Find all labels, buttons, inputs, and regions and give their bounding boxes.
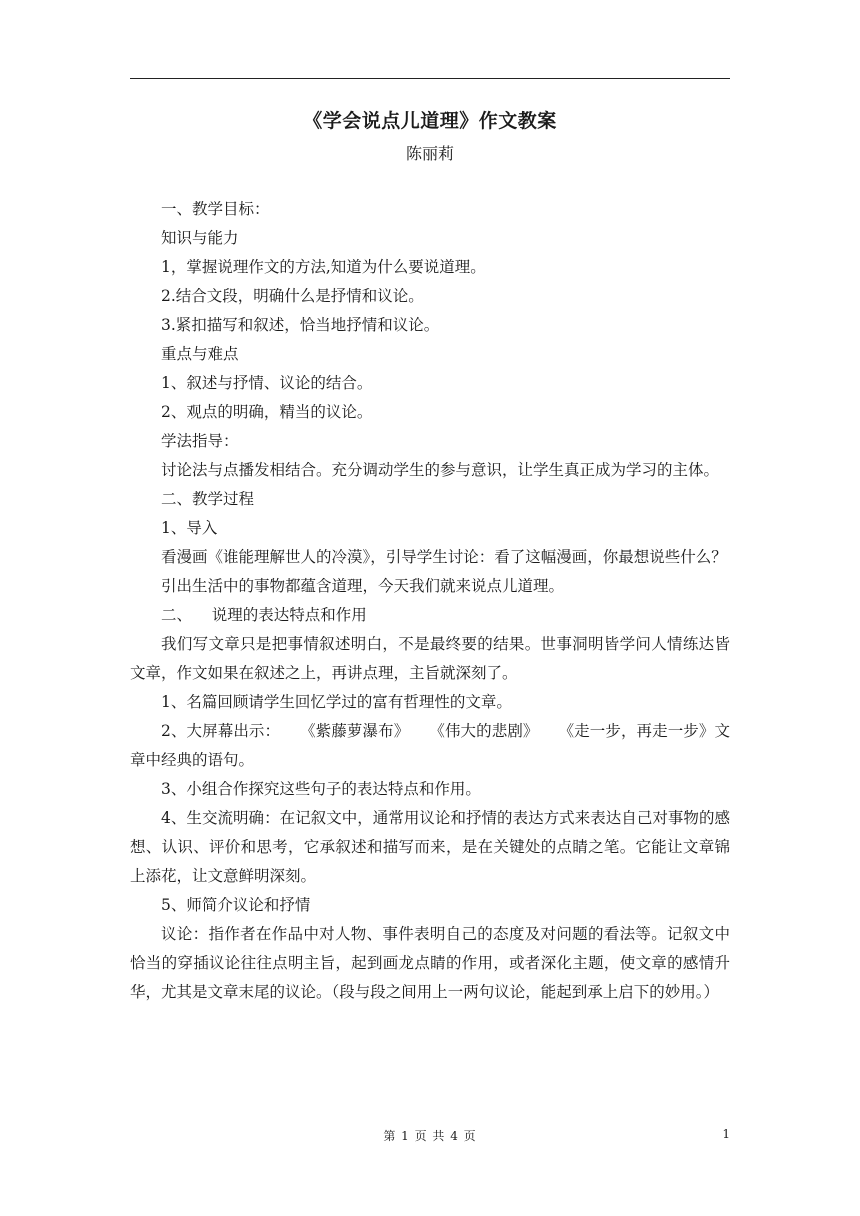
paragraph: 讨论法与点播发相结合。充分调动学生的参与意识，让学生真正成为学习的主体。 [161, 461, 720, 479]
paragraph: 1、导入 [161, 519, 218, 537]
paragraph: 2、观点的明确，精当的议论。 [161, 403, 373, 421]
paragraph: 4、生交流明确：在记叙文中，通常用议论和抒情的表达方式来表达自己对事物的感想、认识、评价和思考，它承叙述和描写而来，是在关键处的点睛之笔。它能让文章锦上添花，让文意鲜明深刻。 [130, 809, 730, 885]
section-heading: 二、 说理的表达特点和作用 [161, 606, 367, 624]
page-number: 1 [722, 1127, 730, 1141]
document-author: 陈丽莉 [405, 144, 454, 163]
paragraph: 我们写文章只是把事情叙述明白，不是最终要的结果。世事洞明皆学问人情练达皆文章，作文如果在叙述之上，再讲点理，主旨就深刻了。 [130, 635, 730, 682]
paragraph: 2.结合文段，明确什么是抒情和议论。 [161, 287, 424, 305]
paragraph: 二、教学过程 [161, 490, 255, 508]
paragraph: 1，掌握说理作文的方法,知道为什么要说道理。 [161, 258, 486, 276]
paragraph: 2、大屏幕出示： 《紫藤萝瀑布》 《伟大的悲剧》 《走一步，再走一步》文章中经典的语句。 [130, 722, 730, 769]
paragraph: 知识与能力 [161, 229, 239, 247]
document-body [130, 195, 730, 1007]
paragraph: 学法指导： [161, 432, 239, 450]
paragraph: 重点与难点 [161, 345, 239, 363]
paragraph: 看漫画《谁能理解世人的冷漠》，引导学生讨论：看了这幅漫画，你最想说些什么？ [161, 548, 727, 566]
paragraph: 议论：指作者在作品中对人物、事件表明自己的态度及对问题的看法等。记叙文中恰当的穿插议论往往点明主旨，起到画龙点睛的作用，或者深化主题，使文章的感情升华，尤其是文章末尾的议论。（段与段之间用上一两句议论，能起到承上启下的妙用。） [130, 925, 730, 1001]
document-title: 《学会说点儿道理》作文教案 [303, 110, 557, 132]
page-counter: 第 1 页 共 4 页 [383, 1129, 477, 1143]
header-rule [130, 78, 730, 79]
paragraph: 1、叙述与抒情、议论的结合。 [161, 374, 373, 392]
paragraph: 3、小组合作探究这些句子的表达特点和作用。 [161, 780, 481, 798]
paragraph: 1、名篇回顾请学生回忆学过的富有哲理性的文章。 [161, 693, 512, 711]
paragraph: 5、师简介议论和抒情 [161, 896, 311, 914]
paragraph: 一、教学目标： [161, 200, 270, 218]
paragraph: 引出生活中的事物都蕴含道理，今天我们就来说点儿道理。 [161, 577, 565, 595]
paragraph: 3.紧扣描写和叙述，恰当地抒情和议论。 [161, 316, 440, 334]
